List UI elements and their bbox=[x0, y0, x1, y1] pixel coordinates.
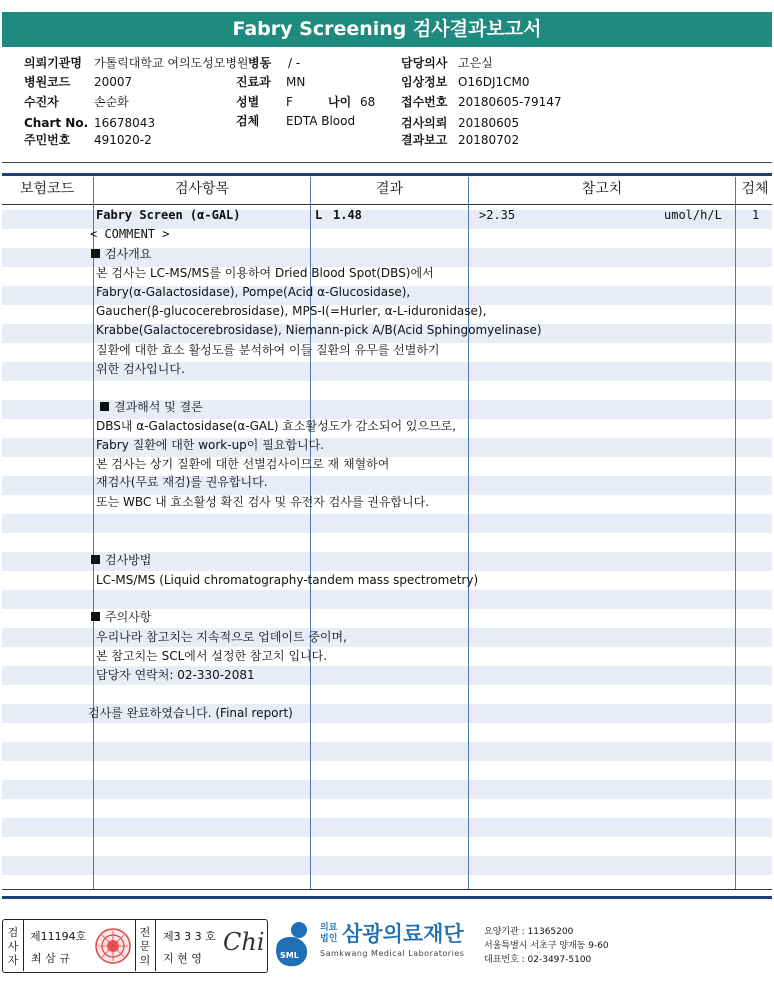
table-stripe bbox=[2, 590, 772, 609]
comment-header: < COMMENT > bbox=[90, 227, 170, 241]
col-sep-3 bbox=[468, 177, 469, 889]
overview-line-3: Gaucher(β-glucocerebrosidase), MPS-I(=Hurler, α-L-iduronidase), bbox=[96, 304, 487, 318]
col-header-result: 결과 bbox=[375, 181, 404, 197]
col-header-reference: 참고치 bbox=[581, 181, 623, 197]
result-unit: umol/h/L bbox=[664, 208, 722, 222]
clinical-label: 임상정보 bbox=[401, 75, 448, 89]
org-address: 서울특별시 서초구 양재동 9-60 bbox=[484, 941, 609, 951]
specialist-name: 지 현 영 bbox=[163, 952, 202, 965]
notice-title-text: 주의사항 bbox=[105, 610, 152, 624]
specialist-license: 제3 3 3 호 bbox=[163, 930, 216, 943]
interp-line-4: 재검사(무료 재검)를 권유합니다. bbox=[96, 475, 268, 489]
chart-no-label: Chart No. bbox=[24, 116, 89, 130]
inspector-char-3: 자 bbox=[7, 954, 19, 967]
doctor-label: 담당의사 bbox=[401, 56, 448, 70]
request-date-label: 검사의뢰 bbox=[401, 116, 448, 130]
overview-line-1: 본 검사는 LC-MS/MS를 이용하여 Dried Blood Spot(DBS)에서 bbox=[96, 266, 434, 280]
report-date-label: 결과보고 bbox=[401, 133, 448, 147]
logo-text: SML bbox=[280, 951, 299, 960]
org-name: 삼광의료재단 bbox=[342, 922, 464, 946]
overview-line-6: 위한 검사입니다. bbox=[96, 362, 185, 376]
box-divider bbox=[135, 920, 136, 971]
box-divider bbox=[23, 920, 24, 971]
table-stripe bbox=[2, 780, 772, 799]
resident-no-label: 주민번호 bbox=[24, 133, 71, 147]
result-flag: L bbox=[315, 208, 323, 222]
org-code: 요양기관 : 11365200 bbox=[484, 927, 574, 937]
method-title-text: 검사방법 bbox=[105, 553, 152, 567]
col-header-code: 보험코드 bbox=[19, 181, 75, 197]
section-bullet bbox=[91, 555, 100, 564]
inspector-char-2: 사 bbox=[7, 940, 19, 953]
chart-no-value: 16678043 bbox=[94, 116, 156, 130]
method-line-1: LC-MS/MS (Liquid chromatography-tandem mass spectrometry) bbox=[96, 573, 479, 587]
col-header-item: 검사항목 bbox=[174, 181, 230, 197]
clinical-value: O16DJ1CM0 bbox=[458, 75, 530, 89]
specialist-char-2: 문 bbox=[139, 940, 151, 953]
col-sep-1 bbox=[93, 177, 94, 889]
specialist-char-1: 전 bbox=[139, 926, 151, 939]
receipt-no-label: 접수번호 bbox=[401, 95, 448, 109]
table-top-rule bbox=[2, 173, 772, 176]
result-item: Fabry Screen (α-GAL) bbox=[96, 208, 241, 222]
ward-value: / - bbox=[288, 56, 301, 70]
table-stripe bbox=[2, 514, 772, 533]
notice-line-3: 담당자 연락처: 02-330-2081 bbox=[96, 668, 255, 682]
inspector-license: 제11194호 bbox=[30, 930, 87, 943]
interp-line-1: DBS내 α-Galactosidase(α-GAL) 효소활성도가 감소되어 있으므로, bbox=[96, 419, 457, 433]
table-stripe bbox=[2, 818, 772, 837]
official-seal-icon bbox=[94, 927, 132, 965]
interp-title bbox=[100, 398, 203, 416]
divider-rule bbox=[2, 162, 772, 163]
specialist-char-3: 의 bbox=[139, 954, 151, 967]
patient-label: 수진자 bbox=[24, 95, 59, 109]
overview-title-text: 검사개요 bbox=[105, 247, 152, 261]
interp-title-text: 결과해석 및 결론 bbox=[114, 400, 203, 414]
result-value: 1.48 bbox=[333, 208, 362, 222]
overview-line-2: Fabry(α-Galactosidase), Pompe(Acid α-Glucosidase), bbox=[96, 285, 411, 299]
org-phone: 대표번호 : 02-3497-5100 bbox=[484, 955, 592, 965]
org-english-name: Samkwang Medical Laboratories bbox=[320, 949, 465, 958]
age-label: 나이 bbox=[328, 95, 352, 109]
specimen-value: EDTA Blood bbox=[286, 114, 356, 128]
ward-label: 병동 bbox=[248, 56, 272, 70]
col-sep-4 bbox=[735, 177, 736, 889]
header-bottom-rule bbox=[2, 204, 772, 205]
col-header-specimen: 검체 bbox=[741, 181, 769, 197]
section-bullet bbox=[100, 402, 109, 411]
dept-value: MN bbox=[286, 75, 306, 89]
result-reference: >2.35 bbox=[479, 208, 516, 222]
receipt-no-value: 20180605-79147 bbox=[458, 95, 562, 109]
institution-value: 가톨릭대학교 여의도성모병원 bbox=[94, 56, 249, 70]
resident-no-value: 491020-2 bbox=[94, 133, 152, 147]
institution-label: 의뢰기관명 bbox=[24, 56, 82, 70]
request-date-value: 20180605 bbox=[458, 116, 520, 130]
section-bullet bbox=[91, 612, 100, 621]
hospital-code-label: 병원코드 bbox=[24, 75, 71, 89]
org-prefix-1: 의료 bbox=[320, 923, 338, 933]
sml-logo-icon bbox=[271, 920, 315, 970]
box-divider bbox=[155, 920, 156, 971]
signature-box bbox=[2, 919, 268, 973]
table-stripe bbox=[2, 742, 772, 761]
org-prefix-2: 법인 bbox=[320, 934, 338, 944]
method-title bbox=[91, 551, 151, 569]
report-title: Fabry Screening 검사결과보고서 bbox=[2, 12, 772, 47]
overview-line-5: 질환에 대한 효소 활성도를 분석하여 이들 질환의 유무를 선별하기 bbox=[96, 343, 440, 357]
patient-value: 손순화 bbox=[94, 95, 129, 109]
final-report-note: 검사를 완료하였습니다. (Final report) bbox=[88, 706, 293, 720]
inspector-char-1: 검 bbox=[7, 926, 19, 939]
doctor-value: 고은실 bbox=[458, 56, 493, 70]
sex-value: F bbox=[286, 95, 293, 109]
inspector-name: 최 삼 규 bbox=[31, 952, 70, 965]
specimen-label: 검체 bbox=[236, 114, 260, 128]
notice-title bbox=[91, 608, 151, 626]
result-specimen: 1 bbox=[752, 208, 760, 222]
interp-line-2: Fabry 질환에 대한 work-up이 필요합니다. bbox=[96, 438, 324, 452]
table-stripe bbox=[2, 856, 772, 875]
sex-label: 성별 bbox=[236, 95, 260, 109]
notice-line-1: 우리나라 참고치는 지속적으로 업데이트 중이며, bbox=[96, 630, 347, 644]
table-bottom-thick-rule bbox=[2, 896, 772, 899]
report-date-value: 20180702 bbox=[458, 133, 520, 147]
signature: Chi bbox=[223, 928, 265, 956]
section-bullet bbox=[91, 249, 100, 258]
interp-line-3: 본 검사는 상기 질환에 대한 선별검사이므로 재 채혈하여 bbox=[96, 457, 390, 471]
overview-line-4: Krabbe(Galactocerebrosidase), Niemann-pick A/B(Acid Sphingomyelinase) bbox=[96, 323, 542, 337]
hospital-code-value: 20007 bbox=[94, 75, 133, 89]
notice-line-2: 본 참고치는 SCL에서 설정한 참고치 입니다. bbox=[96, 649, 328, 663]
table-bottom-rule bbox=[2, 889, 772, 890]
age-value: 68 bbox=[360, 95, 376, 109]
dept-label: 진료과 bbox=[236, 75, 271, 89]
overview-title bbox=[91, 245, 151, 263]
interp-line-5: 또는 WBC 내 효소활성 확진 검사 및 유전자 검사를 권유합니다. bbox=[96, 495, 430, 509]
